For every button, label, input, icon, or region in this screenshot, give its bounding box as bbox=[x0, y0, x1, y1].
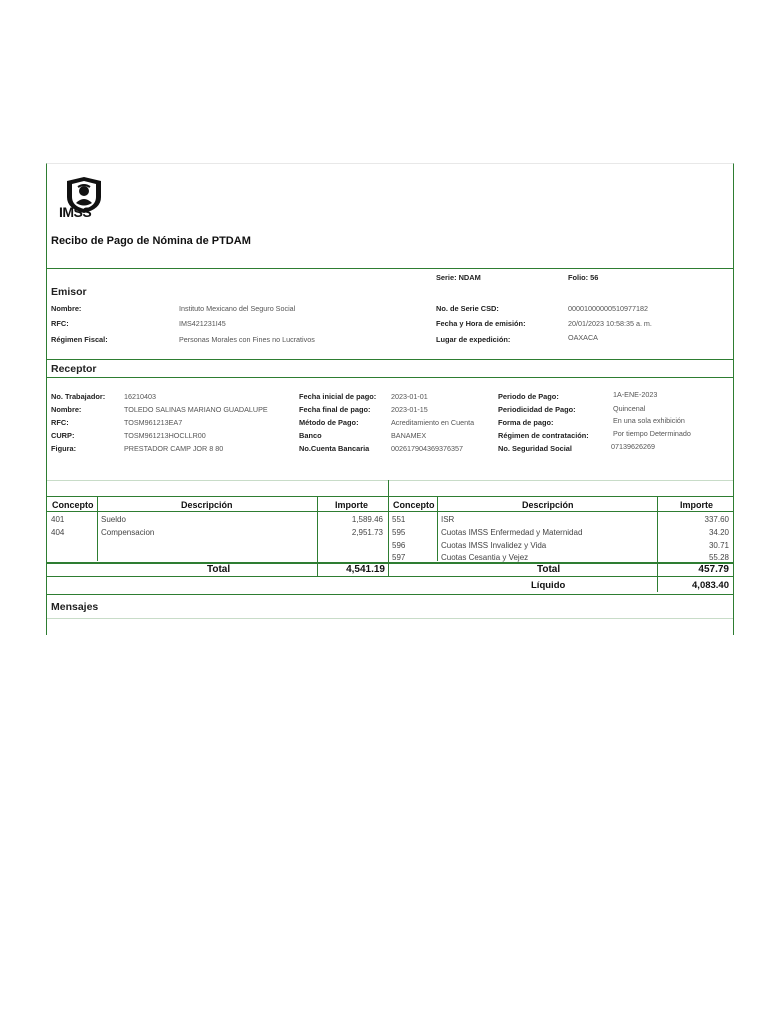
divider bbox=[47, 576, 733, 577]
serie-csd-label: No. de Serie CSD: bbox=[436, 304, 499, 313]
fecha-emision: 20/01/2023 10:58:35 a. m. bbox=[568, 319, 652, 328]
table-col-divider bbox=[97, 496, 98, 561]
lugar-label: Lugar de expedición: bbox=[436, 335, 511, 344]
receptor-rfc-label: RFC: bbox=[51, 418, 69, 427]
liquido-value: 4,083.40 bbox=[692, 580, 729, 591]
regimen-contratacion: Por tiempo Determinado bbox=[613, 429, 691, 438]
logo-text: IMSS bbox=[59, 204, 92, 220]
document-title: Recibo de Pago de Nómina de PTDAM bbox=[51, 235, 251, 247]
deducciones-total-label: Total bbox=[537, 564, 561, 575]
percepciones-col-descripcion: Descripción bbox=[181, 500, 233, 510]
divider bbox=[47, 480, 733, 481]
fecha-inicial: 2023-01-01 bbox=[391, 392, 428, 401]
figura: PRESTADOR CAMP JOR 8 80 bbox=[124, 444, 224, 453]
concepto-cell: 597 bbox=[392, 553, 406, 562]
concepto-cell: 401 bbox=[51, 515, 65, 524]
folio-label: Folio: 56 bbox=[568, 273, 599, 282]
no-trabajador: 16210403 bbox=[124, 392, 156, 401]
curp: TOSM961213HOCLLR00 bbox=[124, 431, 206, 440]
importe-cell: 2,951.73 bbox=[351, 528, 383, 537]
emisor-regimen-label: Régimen Fiscal: bbox=[51, 335, 108, 344]
receptor-section-title: Receptor bbox=[51, 363, 97, 375]
periodicidad: Quincenal bbox=[613, 404, 646, 413]
regimen-contratacion-label: Régimen de contratación: bbox=[498, 431, 589, 440]
percepciones-total-label: Total bbox=[207, 564, 231, 575]
emisor-regimen: Personas Morales con Fines no Lucrativos bbox=[179, 335, 315, 344]
concepto-cell: 595 bbox=[392, 528, 406, 537]
importe-cell: 55.28 bbox=[708, 553, 729, 562]
forma-label: Forma de pago: bbox=[498, 418, 554, 427]
no-trabajador-label: No. Trabajador: bbox=[51, 392, 106, 401]
descripcion-cell: ISR bbox=[441, 515, 455, 524]
emisor-nombre-label: Nombre: bbox=[51, 304, 82, 313]
percepciones-total: 4,541.19 bbox=[346, 564, 385, 575]
descripcion-cell: Compensacion bbox=[101, 528, 155, 537]
receptor-nombre-label: Nombre: bbox=[51, 405, 82, 414]
emisor-rfc: IMS421231I45 bbox=[179, 319, 226, 328]
importe-cell: 337.60 bbox=[704, 515, 729, 524]
table-header-divider bbox=[47, 511, 733, 512]
emisor-section-title: Emisor bbox=[51, 286, 87, 298]
periodo-label: Periodo de Pago: bbox=[498, 392, 559, 401]
payroll-receipt bbox=[46, 163, 734, 635]
forma: En una sola exhibición bbox=[613, 416, 685, 425]
divider bbox=[47, 359, 733, 360]
table-col-divider bbox=[657, 496, 658, 592]
concepto-cell: 404 bbox=[51, 528, 65, 537]
serie-csd: 00001000000510977182 bbox=[568, 304, 648, 313]
percepciones-col-importe: Importe bbox=[335, 500, 369, 510]
metodo-label: Método de Pago: bbox=[299, 418, 359, 427]
percepciones-col-concepto: Concepto bbox=[52, 500, 94, 510]
deducciones-col-importe: Importe bbox=[680, 500, 714, 510]
cuenta: 002617904369376357 bbox=[391, 444, 463, 453]
fecha-final-label: Fecha final de pago: bbox=[299, 405, 371, 414]
importe-cell: 1,589.46 bbox=[351, 515, 383, 524]
lugar: OAXACA bbox=[568, 333, 598, 342]
table-col-divider bbox=[437, 496, 438, 561]
banco: BANAMEX bbox=[391, 431, 427, 440]
concepto-cell: 551 bbox=[392, 515, 406, 524]
fecha-inicial-label: Fecha inicial de pago: bbox=[299, 392, 377, 401]
nss-label: No. Seguridad Social bbox=[498, 444, 572, 453]
banco-label: Banco bbox=[299, 431, 322, 440]
receptor-rfc: TOSM961213EA7 bbox=[124, 418, 183, 427]
totals-divider bbox=[47, 562, 733, 564]
deducciones-total: 457.79 bbox=[698, 564, 729, 575]
receptor-nombre: TOLEDO SALINAS MARIANO GUADALUPE bbox=[124, 405, 268, 414]
cuenta-label: No.Cuenta Bancaria bbox=[299, 444, 370, 453]
nss: 07139626269 bbox=[611, 442, 655, 451]
descripcion-cell: Cuotas IMSS Enfermedad y Maternidad bbox=[441, 528, 583, 537]
divider bbox=[47, 594, 733, 595]
deducciones-col-descripcion: Descripción bbox=[522, 500, 574, 510]
mensajes-section-title: Mensajes bbox=[51, 601, 99, 613]
importe-cell: 34.20 bbox=[708, 528, 729, 537]
periodo: 1A-ENE-2023 bbox=[613, 390, 658, 399]
emisor-rfc-label: RFC: bbox=[51, 319, 69, 328]
descripcion-cell: Sueldo bbox=[101, 515, 126, 524]
importe-cell: 30.71 bbox=[708, 541, 729, 550]
metodo: Acreditamiento en Cuenta bbox=[391, 418, 475, 427]
fecha-final: 2023-01-15 bbox=[391, 405, 428, 414]
curp-label: CURP: bbox=[51, 431, 75, 440]
emisor-nombre: Instituto Mexicano del Seguro Social bbox=[179, 304, 296, 313]
concepto-cell: 596 bbox=[392, 541, 406, 550]
liquido-label: Líquido bbox=[531, 580, 566, 591]
periodicidad-label: Periodicidad de Pago: bbox=[498, 405, 576, 414]
divider bbox=[47, 268, 733, 269]
divider bbox=[47, 618, 733, 619]
divider bbox=[47, 496, 733, 497]
descripcion-cell: Cuotas IMSS Invalidez y Vida bbox=[441, 541, 547, 550]
figura-label: Figura: bbox=[51, 444, 77, 453]
divider bbox=[47, 377, 733, 378]
descripcion-cell: Cuotas Cesantia y Vejez bbox=[441, 553, 529, 562]
fecha-emision-label: Fecha y Hora de emisión: bbox=[436, 319, 526, 328]
deducciones-col-concepto: Concepto bbox=[393, 500, 435, 510]
serie-label: Serie: NDAM bbox=[436, 273, 481, 282]
